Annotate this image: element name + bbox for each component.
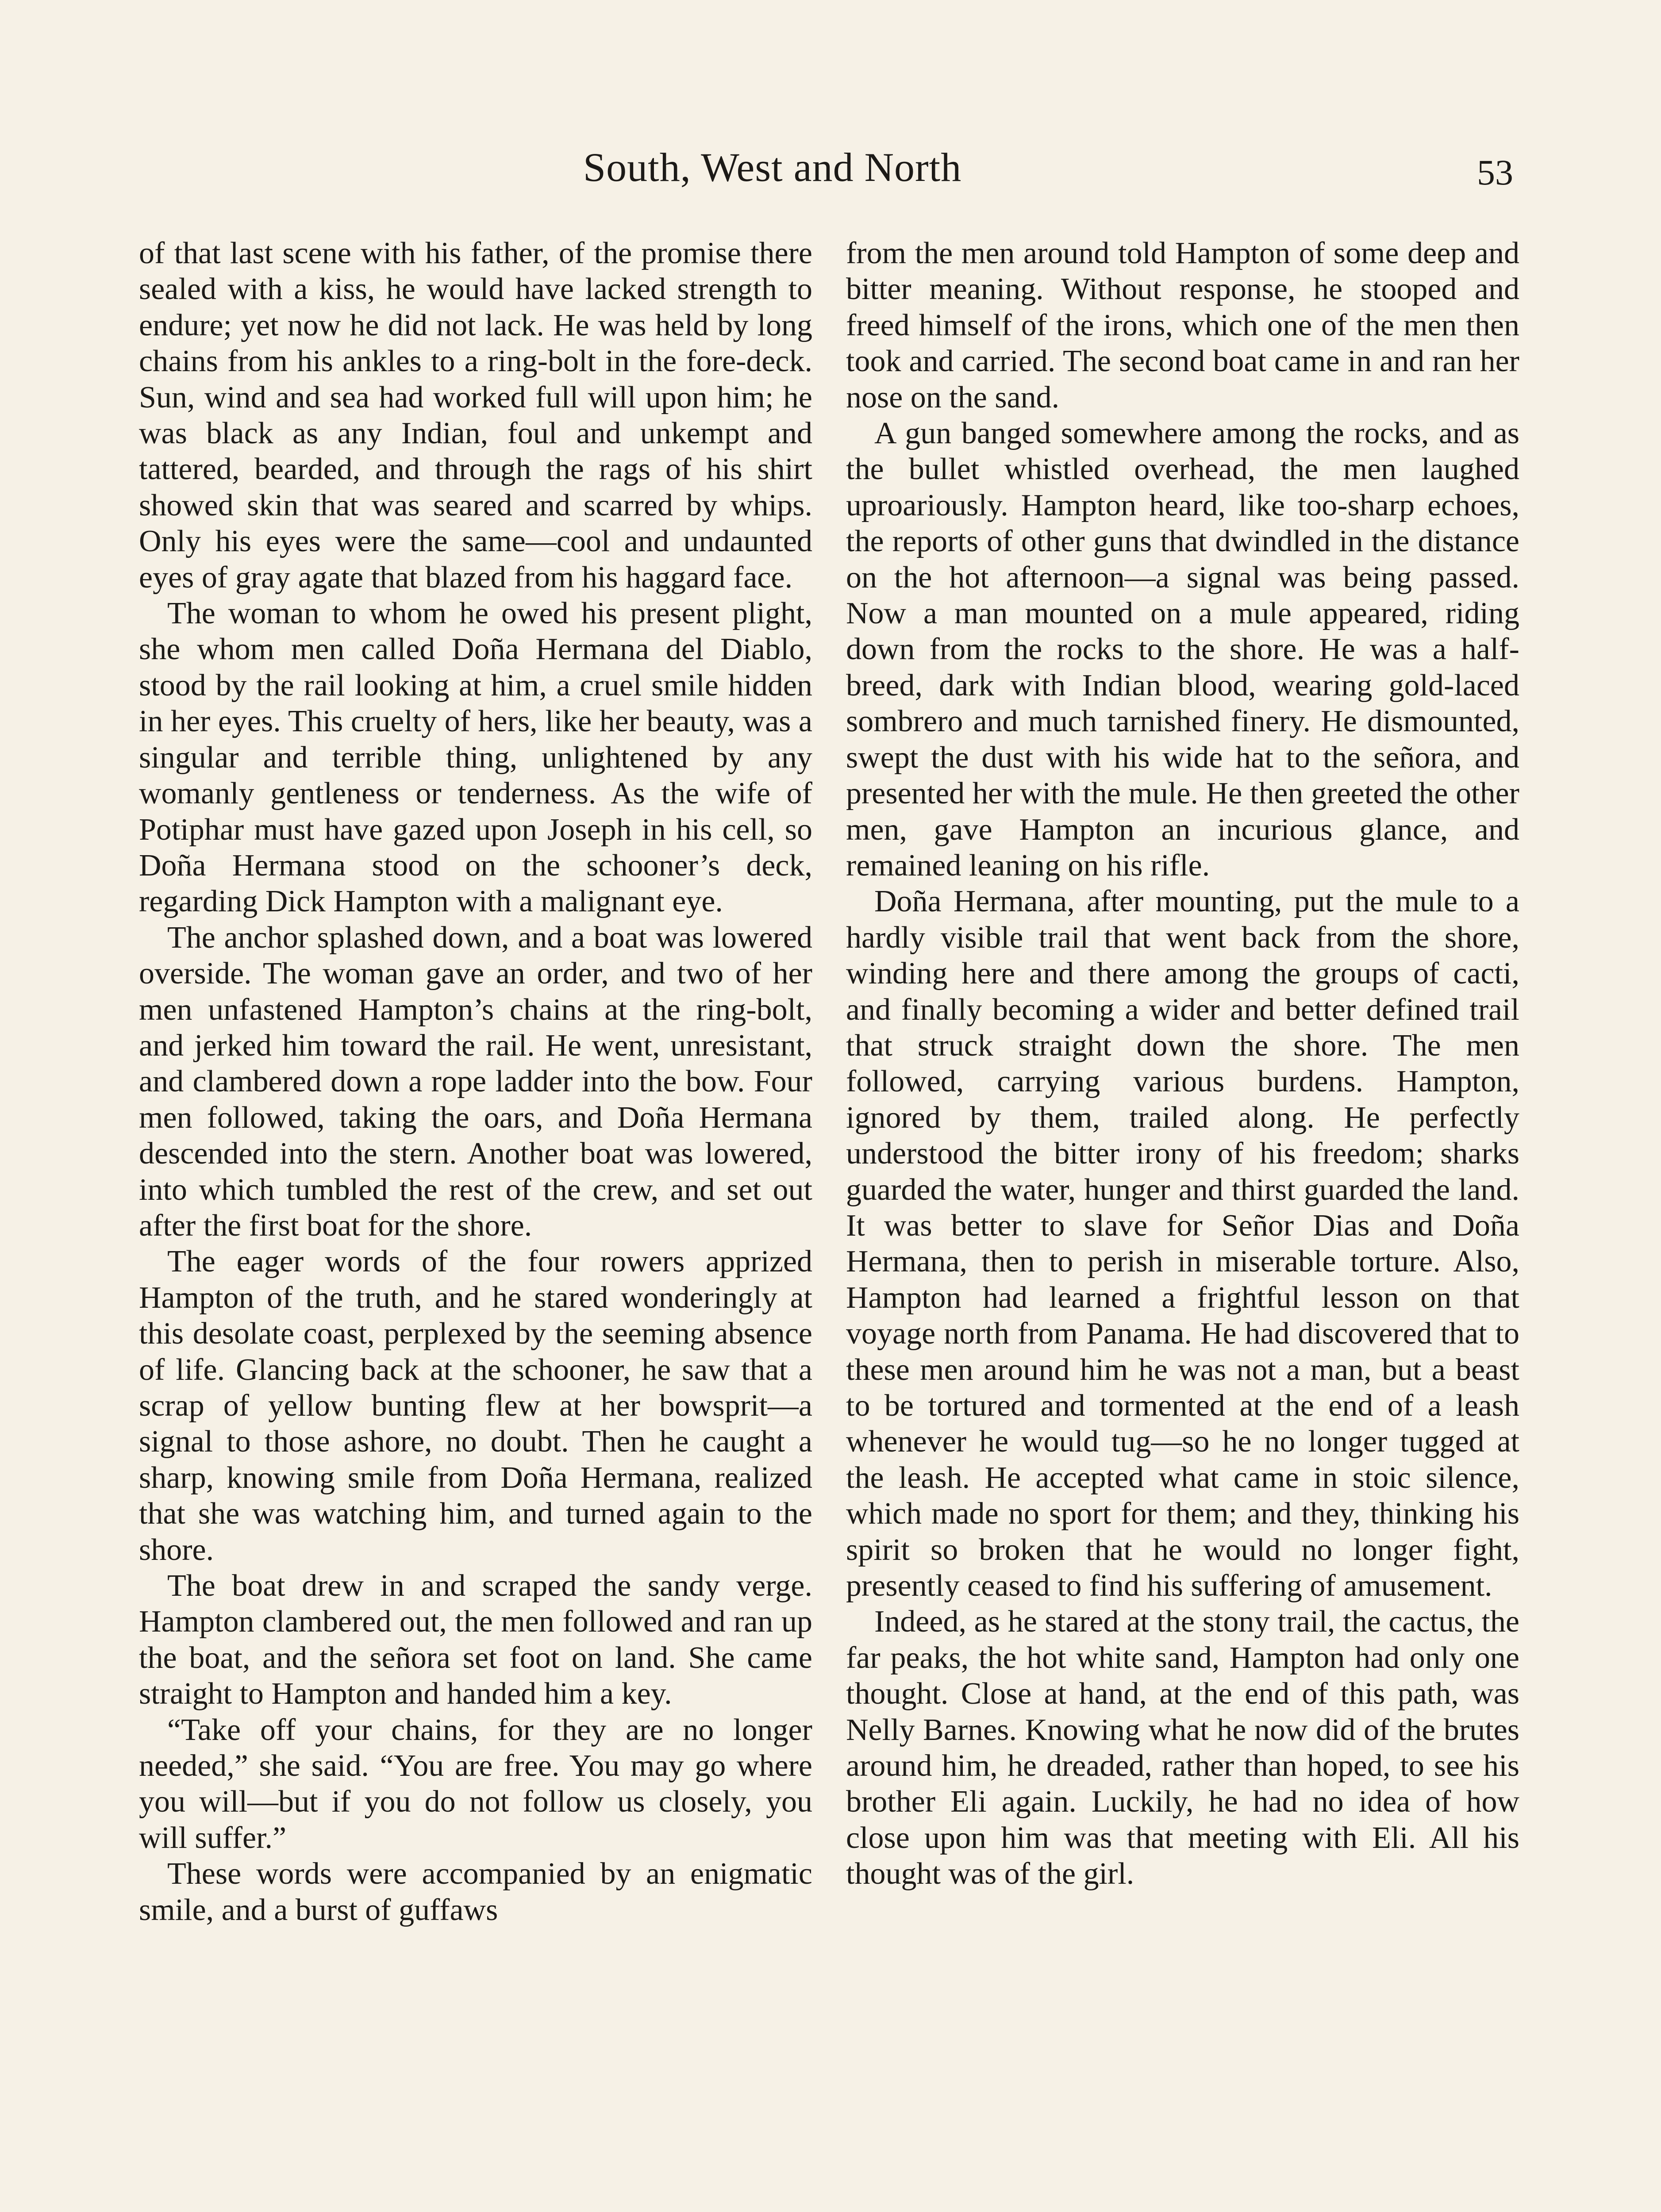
running-head: South, West and North xyxy=(583,145,962,190)
left-column xyxy=(139,235,812,1928)
paragraph: The boat drew in and scraped the sandy verge. Hampton clambered out, the men followed and ran up the boat, and the señora set foot on land. She came straight to Hampton and handed him a key. xyxy=(139,1569,812,1711)
paragraph: Indeed, as he stared at the stony trail, the cactus, the far peaks, the hot white sand, Hampton had only one thought. Close at hand, at the end of this path, was Nelly Barnes. Knowing what he now did of the brutes around him, he dreaded, rather than hoped, to see his brother Eli again. Luckily, he had no idea of how close upon him was that meeting with Eli. All his thought was of the girl. xyxy=(846,1605,1519,1891)
paragraph: The anchor splashed down, and a boat was lowered overside. The woman gave an order, and two of her men unfastened Hampton’s chains at the ring-bolt, and jerked him toward the rail. He went, unresistant, and clambered down a rope ladder into the bow. Four men followed, taking the oars, and Doña Hermana descended into the stern. Another boat was lowered, into which tumbled the rest of the crew, and set out after the first boat for the shore. xyxy=(139,920,812,1243)
paragraph: A gun banged somewhere among the rocks, and as the bullet whistled overhead, the men laughed uproariously. Hampton heard, like too-sharp echoes, the reports of other guns that dwindled in the distance on the hot afternoon—a signal was being passed. Now a man mounted on a mule appeared, riding down from the rocks to the shore. He was a half-breed, dark with Indian blood, wearing gold-laced sombrero and much tarnished finery. He dismounted, swept the dust with his wide hat to the señora, and presented her with the mule. He then greeted the other men, gave Hampton an incurious glance, and remained leaning on his rifle. xyxy=(846,416,1519,883)
paragraph: of that last scene with his father, of the promise there sealed with a kiss, he would have lacked strength to endure; yet now he did not lack. He was held by long chains from his ankles to a ring-bolt in the fore-deck. Sun, wind and sea had worked full will upon him; he was black as any Indian, foul and unkempt and tattered, bearded, and through the rags of his shirt showed skin that was seared and scarred by whips. Only his eyes were the same—cool and undaunted eyes of gray agate that blazed from his haggard face. xyxy=(139,236,812,595)
page-number: 53 xyxy=(1477,152,1513,192)
paragraph: from the men around told Hampton of some deep and bitter meaning. Without response, he stooped and freed himself of the irons, which one of the men then took and carried. The second boat came in and ran her nose on the sand. xyxy=(846,236,1519,415)
paragraph: Doña Hermana, after mounting, put the mule to a hardly visible trail that went back from the shore, winding here and there among the groups of cacti, and finally becoming a wider and better defined trail that struck straight down the shore. The men followed, carrying various burdens. Hampton, ignored by them, trailed along. He perfectly understood the bitter irony of his freedom; sharks guarded the water, hunger and thirst guarded the land. It was better to slave for Señor Dias and Doña Hermana, then to perish in miserable torture. Also, Hampton had learned a frightful lesson on that voyage north from Panama. He had discovered that to these men around him he was not a man, but a beast to be tortured and tormented at the end of a leash whenever he would tug—so he no longer tugged at the leash. He accepted what came in stoic silence, which made no sport for them; and they, thinking his spirit so broken that he would no longer fight, presently ceased to find his suffering of amusement. xyxy=(846,884,1519,1603)
paragraph: The woman to whom he owed his present plight, she whom men called Doña Hermana del Diablo, stood by the rail looking at him, a cruel smile hidden in her eyes. This cruelty of hers, like her beauty, was a singular and terrible thing, unlightened by any womanly gentleness or tenderness. As the wife of Potiphar must have gazed upon Joseph in his cell, so Doña Hermana stood on the schooner’s deck, regarding Dick Hampton with a malignant eye. xyxy=(139,596,812,919)
paragraph: “Take off your chains, for they are no longer needed,” she said. “You are free. You may go where you will—but if you do not follow us closely, you will suffer.” xyxy=(139,1713,812,1855)
paragraph: These words were accompanied by an enigmatic smile, and a burst of guffaws xyxy=(139,1857,812,1927)
paragraph: The eager words of the four rowers apprized Hampton of the truth, and he stared wonderingly at this desolate coast, perplexed by the seeming absence of life. Glancing back at the schooner, he saw that a scrap of yellow bunting flew at her bowsprit—a signal to those ashore, no doubt. Then he caught a sharp, knowing smile from Doña Hermana, realized that she was watching him, and turned again to the shore. xyxy=(139,1244,812,1567)
right-column xyxy=(846,235,1519,1892)
page-header xyxy=(0,141,1661,194)
